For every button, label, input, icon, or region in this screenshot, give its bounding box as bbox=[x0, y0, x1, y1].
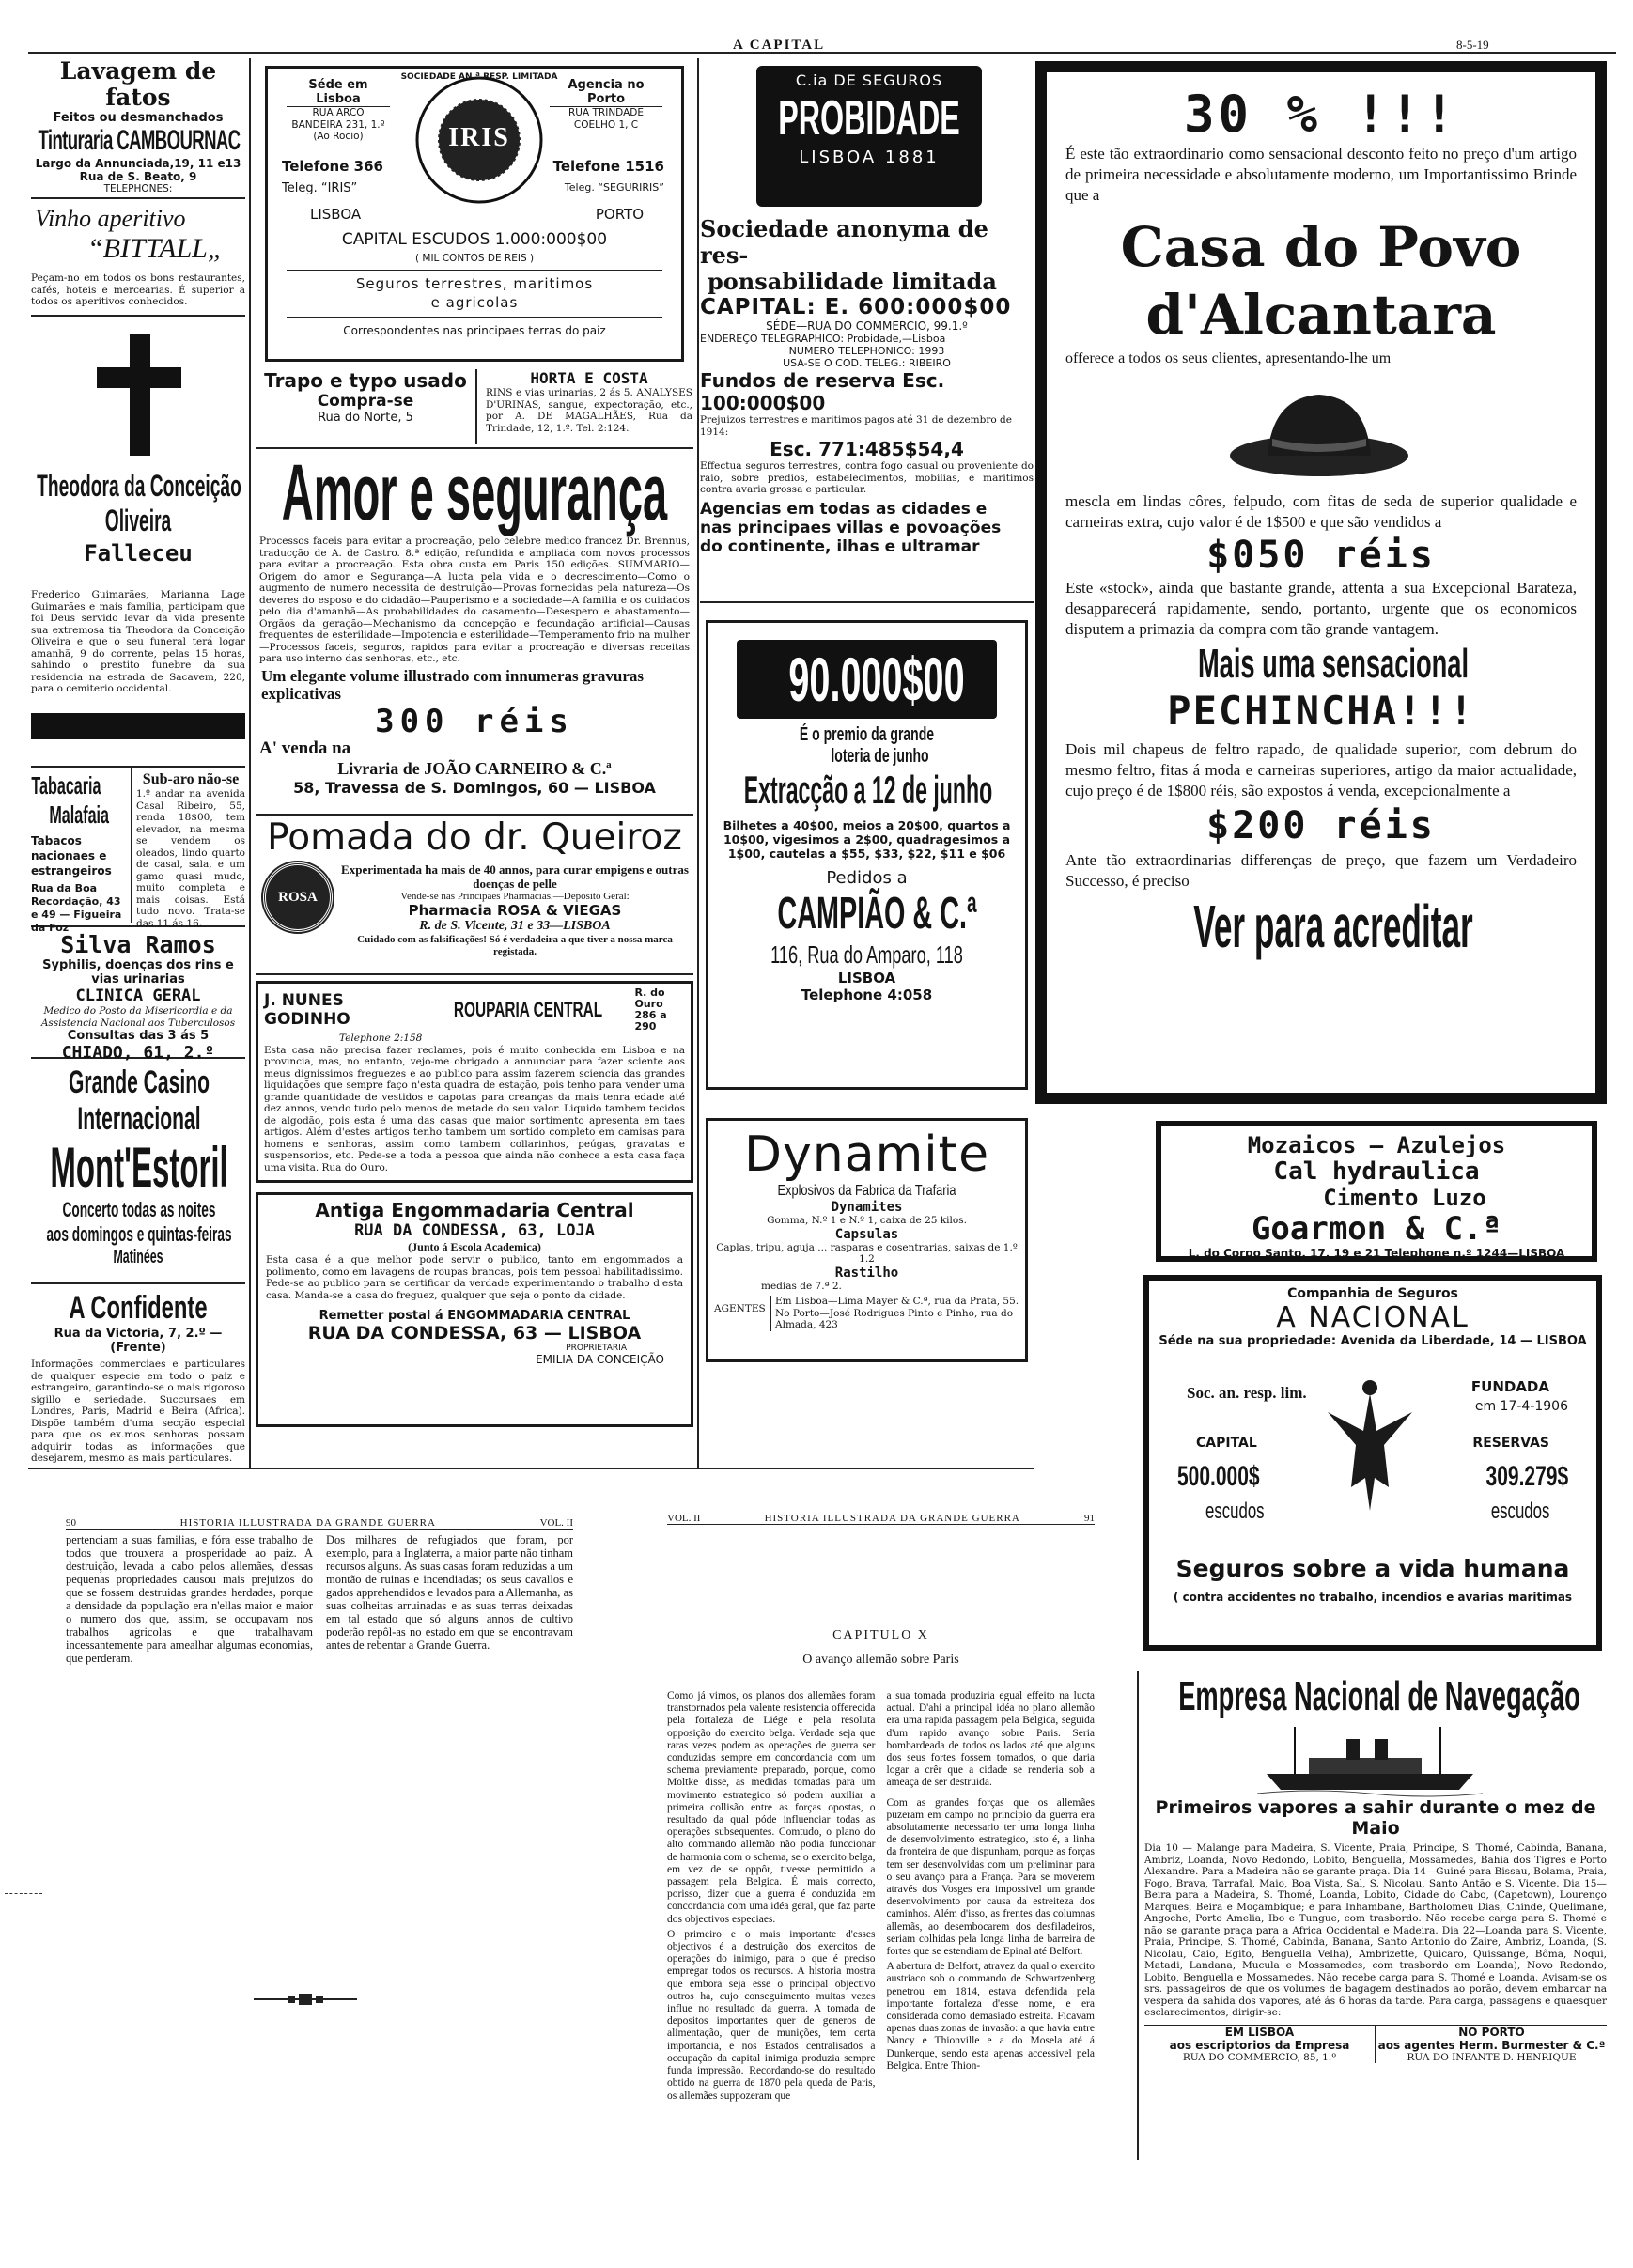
ad-vinho bbox=[31, 199, 245, 317]
ad-agent: No Porto—José Rodrigues Pinto e Pinho, rua do Almada, 423 bbox=[775, 1307, 1014, 1330]
ad-line: Concerto todas as noites bbox=[62, 1198, 216, 1221]
probidade-fundos: Fundos de reserva Esc. 100:000$00 bbox=[700, 369, 945, 414]
rosa-logo-icon bbox=[263, 862, 333, 932]
probidade-capital: CAPITAL: E. 600:000$00 bbox=[700, 295, 1012, 319]
ship-icon bbox=[1144, 1722, 1607, 1797]
ad-title: Trapo e typo usado bbox=[264, 369, 467, 392]
page-number: 91 bbox=[1084, 1513, 1095, 1524]
running-title: HISTORIA ILLUSTRADA DA GRANDE GUERRA bbox=[179, 1517, 436, 1529]
ad-address: 116, Rua do Amparo, 118 bbox=[770, 940, 963, 969]
ad-line: É o premio da grande bbox=[799, 724, 935, 745]
iris-correspondentes: Correspondentes nas principaes terras do paiz bbox=[343, 324, 606, 337]
iris-city-2: PORTO bbox=[595, 206, 644, 223]
ad-dynamite bbox=[706, 1118, 1028, 1362]
ad-address: CHIADO, 61, 2.º bbox=[61, 1043, 215, 1063]
ad-text: mescla em lindas côres, felpudo, com fitas de seda de superior qualidade e carneiras extra, cujo valor é de 1$500 e que são vendidos a bbox=[1065, 492, 1577, 531]
iris-city-1: LISBOA bbox=[310, 206, 362, 223]
ad-line: Pedidos a bbox=[826, 868, 908, 888]
ad-line: Companhia de Seguros bbox=[1287, 1286, 1458, 1301]
ad-line: aos escriptorios da Empresa bbox=[1169, 2038, 1350, 2052]
ad-text: Informações commerciaes e particulares de qualquer especie em todo o paiz e estrangeiro, garantindo-se o mais rigoroso sigillo e seriedade. Succursaes em Londres, Paris, Madrid e Beira (Africa). Dispõe também d'uma secção especial para que os ex.mos senhoras possam adquirir todas as informações que desejarem, mesmo as mais particulares. bbox=[31, 1359, 245, 1464]
ad-line: Experimentada ha mais de 40 annos, para curar empigens e outras doenças de pelle bbox=[341, 862, 689, 891]
iris-tel-2: Telefone 1516 bbox=[552, 158, 664, 175]
ad-line: Vende-se nas Principaes Pharmacias.—Deposito Geral: bbox=[400, 891, 630, 902]
ad-title: Pomada do dr. Queiroz bbox=[267, 816, 682, 859]
ad-line: FUNDADA bbox=[1470, 1378, 1549, 1395]
obituary-name-2: Oliveira bbox=[104, 504, 172, 537]
ad-title: A Confidente bbox=[69, 1290, 208, 1326]
ad-agent: Em Lisboa—Lima Mayer & C.ª, rua da Prata, 55. bbox=[775, 1296, 1019, 1307]
ad-brand: “BITTALL„ bbox=[87, 233, 224, 264]
obituary-falleceu: Falleceu bbox=[84, 540, 193, 567]
black-band bbox=[31, 713, 245, 739]
iris-seguros-2: e agricolas bbox=[430, 294, 519, 311]
ad-text: Dois mil chapeus de feltro rapado, de qualidade superior, com debrum do mesmo feltro, fitas á moda e carneiras superiores, artigo da maior actualidade, cujo preço é de 1$800 réis, são expostos á venda, excepcionalmente a bbox=[1065, 740, 1577, 800]
rosa-logo-text: ROSA bbox=[278, 890, 318, 905]
ad-line: Dynamites bbox=[831, 1200, 903, 1215]
alc-ver: Ver para acreditar bbox=[1193, 893, 1473, 960]
ad-loteria bbox=[706, 620, 1028, 1090]
nacional-capital: 500.000$ bbox=[1177, 1461, 1260, 1492]
probidade-esc: Esc. 771:485$54,4 bbox=[770, 438, 964, 460]
issue-date: 8-5-19 bbox=[1456, 38, 1489, 52]
ad-amor bbox=[256, 449, 693, 816]
ad-address-2: RUA DA CONDESSA, 63 — LISBOA bbox=[307, 1323, 642, 1344]
ad-confidente bbox=[31, 1284, 245, 1464]
ad-title: HORTA E COSTA bbox=[530, 369, 648, 387]
ad-line: ( contra accidentes no trabalho, incendios e avarias maritimas bbox=[1173, 1591, 1573, 1604]
ad-title: Lavagem de fatos bbox=[59, 57, 217, 111]
volume-label: VOL. II bbox=[667, 1513, 701, 1524]
iris-capital: CAPITAL ESCUDOS 1.000:000$00 bbox=[341, 230, 608, 249]
ad-text: 1.º andar na avenida Casal Ribeiro, 55, renda 18$00, tem elevador, na mesma se vendem os oleados, lindo quarto de casal, sala, e um gamo quasi mudo, muito completa e mais coisas. Está tudo novo. Trata-se das 11 ás 16. bbox=[136, 788, 245, 929]
ad-text: Esta casa é a que melhor pode servir o publico, tanto em engommados a polimento, como em lavagens de roupas brancas, pois tem pessoal habilitadissimo. Pede-se ao publico para se certificar da verdade experimentando o trabalho d'esta casa. Manda-se a casa do freguez, qualquer que seja o ponto da cidade. bbox=[266, 1254, 683, 1301]
text-column: a sua tomada produziria egual effeito na lucta actual. D'ahi a principal idéa no plano allemão era uma rapida passagem pela Belgica, seguida d'um rapido avanço sobre Paris. Seria bombardeada de todos os lados até que alguns dos seus fortes fossem tomados, o que daria logar a crêr que a cidade se renderia sob a ameaça de ser destruida. bbox=[886, 1690, 1095, 1789]
ad-nacional bbox=[1143, 1275, 1602, 1651]
ad-items: Tabacos nacionaes e estrangeiros bbox=[31, 834, 112, 878]
iris-sede-address: RUA ARCO BANDEIRA 231, 1.º (Ao Rocio) bbox=[291, 107, 385, 142]
ad-line: RUA DO INFANTE D. HENRIQUE bbox=[1407, 2051, 1577, 2063]
ad-telephone: Telephone 4:058 bbox=[801, 986, 933, 1003]
text-column: Com as grandes forças que os allemães puzeram em campo no principio da guerra era absolutamente necessario ter uma longa linha de desenvolvimento estrategico, isto é, a linha da fronteira de que dispunham, porque as forças tem ser desenvolvidas com um preliminar para o seu avanço para a França. Para se moverem através dos Vosges era impossivel um grande desenvolvimento por causa da estreiteza dos caminhos. Além d'isso, as frentes das columnas allemãs, ao desembocarem dos desfiladeiros, seriam colhidas pela longa linha de barreira de fortes que se estendiam de Epinal até Belfort. bbox=[886, 1796, 1095, 1958]
lottery-amount-box bbox=[737, 640, 997, 719]
ad-address: Largo da Annunciada,19, 11 e13 bbox=[35, 157, 241, 170]
ad-title: Antiga Engommadaria Central bbox=[315, 1199, 634, 1221]
ad-engommadaria bbox=[256, 1192, 693, 1427]
ad-title: Silva Ramos bbox=[60, 931, 216, 958]
ad-mozaicos bbox=[1156, 1121, 1597, 1262]
ad-line: Séde na sua propriedade: Avenida da Liberdade, 14 — LISBOA bbox=[1159, 1334, 1587, 1348]
column-3 bbox=[700, 58, 1034, 1362]
ad-line: offerece a todos os seus clientes, apresentando-lhe um bbox=[1065, 350, 1392, 366]
obituary bbox=[31, 317, 245, 768]
ad-line: Rastilho bbox=[834, 1265, 899, 1281]
alc-name-2: d'Alcantara bbox=[1145, 283, 1497, 347]
iris-tel-1: Telefone 366 bbox=[282, 158, 383, 175]
ad-pomada bbox=[256, 816, 693, 975]
alc-price-1: $050 réis bbox=[1206, 534, 1436, 577]
iris-seguros: Seguros terrestres, maritimos bbox=[355, 275, 594, 292]
ad-title-2: Malafaia bbox=[49, 800, 109, 829]
obituary-text: Frederico Guimarães, Marianna Lage Guimarães e mais familia, participam que foi Deus servido levar da vida presente sua extremosa tia Theodora da Conceição Oliveira e que o seu funeral terá logar amanhã, 9 do corrente, pelas 15 horas, sahindo o prestito funebre da sua residencia na estrada de Sacavem, 220, para o cemiterio occidental. bbox=[31, 589, 245, 694]
ornament-icon bbox=[254, 1992, 357, 2005]
ad-line: ponsabilidade limitada bbox=[708, 268, 997, 295]
ad-line: CAPITAL bbox=[1196, 1436, 1257, 1451]
ad-prop: PROPRIETARIA bbox=[566, 1344, 627, 1353]
ad-line: Consultas das 3 ás 5 bbox=[67, 1029, 210, 1043]
text-column: O primeiro e o mais importante d'esses objectivos é a destruição dos exercitos de operações do inimigo, para o que é preciso empregar todos os recursos. A historia mostra que embora seja esse o principal objectivo outros ha, cujo conseguimento muitas vezes influe no resultado da guerra. A tomada de depositos importantes quer de generos de alimentação, quer de munições, tem certa importancia, e nos Estados centralisados a occupação da capital inimiga produzia sempre funda impressão. Recordando-se do resultado obtido na guerra de 1870 pela queda de Paris, os allemães suppozeram que bbox=[667, 1928, 876, 2102]
ad-title: Dynamite bbox=[743, 1126, 990, 1183]
ad-line: Syphilis, doenças dos rins e vias urinarias bbox=[42, 958, 234, 986]
text-column: A abertura de Belfort, atravez da qual o exercito austriaco sob o commando de Schwartzenberg penetrou em 1814, estava defendida pela importante fortaleza d'esse nome, e era considerada como demasiado estreita. Ficavam apenas duas zonas de invasão: a que havia entre Nancy e Thionville e a do Mosela até á Dunkerque, sendo esta apenas accessivel pela Belgica. Entre Thion- bbox=[886, 1961, 1095, 2072]
ad-line: escudos bbox=[1205, 1499, 1265, 1524]
probidade-banner bbox=[756, 66, 982, 207]
nacional-reservas: 309.279$ bbox=[1485, 1461, 1568, 1492]
ad-name: A NACIONAL bbox=[1276, 1301, 1470, 1334]
column-1 bbox=[31, 57, 245, 1464]
ad-line: Agencias em todas as cidades e bbox=[700, 499, 988, 519]
ad-volume: Um elegante volume illustrado com innumeras gravuras explicativas bbox=[261, 666, 645, 703]
ad-text: Bilhetes a 40$00, meios a 20$00, quartos a 10$00, vigesimos a 2$00, quadragesimos a 1$00, cautelas a $55, $33, $22, $11 e $06 bbox=[723, 818, 1011, 861]
ad-line: Cuidado com as falsificações! Só é verdadeira a que tiver a nossa marca registada. bbox=[357, 934, 673, 957]
ad-line: Capsulas bbox=[834, 1226, 899, 1242]
ad-address: Rua do Norte, 5 bbox=[318, 411, 413, 425]
ad-name: J. NUNES GODINHO bbox=[264, 991, 350, 1029]
ad-godinho bbox=[256, 981, 693, 1183]
ad-subtitle: Sub-aro não-se bbox=[142, 771, 240, 787]
ad-line: Seguros sobre a vida humana bbox=[1175, 1555, 1570, 1582]
page-number: 90 bbox=[66, 1517, 76, 1529]
ad-line: RESERVAS bbox=[1472, 1436, 1549, 1451]
ad-name: Goarmon & C.ª bbox=[1251, 1210, 1502, 1248]
ad-title: Vinho aperitivo bbox=[35, 205, 186, 232]
ad-casino bbox=[31, 1059, 245, 1284]
ad-line: aos agentes Herm. Burmester & C.ª bbox=[1377, 2038, 1606, 2052]
ad-address-2: Rua de S. Beato, 9 bbox=[79, 170, 197, 183]
ad-owner: EMILIA DA CONCEIÇÃO bbox=[536, 1353, 664, 1366]
ad-text: É este tão extraordinario como sensacional desconto feito no preço d'um artigo de primeira necessidade e absolutamente moderno, um Importantissimo Brinde que a bbox=[1065, 145, 1577, 204]
ad-text: Esta casa não precisa fazer reclames, pois é muito conhecida em Lisboa e na provincia, mas, no entanto, vejo-me obrigado a annunciar para fazer sciente aos meus dignissimos freguezes e ao publico para assim fazerem sciencia das grandes liquidações que sempre faço n'esta quadra de estação, pois tenho para vender uma grande quantidade de vestidos e capotas para creanças da mais tenra edade até dez annos, vendo tudo pelo menos de metade do seu valor. Liquido tambem tecidos de algodão, pois esta é uma das casas que maior sortimento apresenta em taes artigos. Além d'estes artigos tenho tambem um sortido completo em camisas para homens e senhoras, assim como tambem collarinhos, peúgas, gravatas e suspensorios, etc. Pede-se a toda a pessoa que ainda não conhece a esta casa faça uma visita. Rua do Ouro. bbox=[264, 1044, 685, 1173]
text-column: Como já vimos, os planos dos allemães foram transtornados pela valente resistencia offerecida pela fortaleza de Liége e pela resoluta opposição do exercito belga. Verdade seja que raras vezes podem as operações de guerra ser conduzidas sempre em concordancia com um schema previamente preparado, porque, como Moltke disse, as medidas tomadas para um movimento estrategico só podem auxiliar a primeira collisão entre as forças opostas, o resultado da qual póde influenciar todas as operações subsequentes. Comtudo, o plano do alto commando allemão não podia funccionar de harmonia com o schema, se o exercito belga, em vez de se oppôr, tivesse permittido a passagem pela Belgica. É mais correcto, porisso, dizer que a guerra é conduzida em concordancia com uma idéa geral, que faz parte dos objectivos especiaes. bbox=[667, 1690, 876, 1925]
probidade-city: LISBOA 1881 bbox=[799, 148, 940, 167]
ad-line: RUA DO COMMERCIO, 85, 1.º bbox=[1182, 2051, 1337, 2063]
ad-livraria: Livraria de JOÃO CARNEIRO & C.ª bbox=[337, 758, 612, 778]
iris-sede: Séde em Lisboa bbox=[287, 78, 390, 107]
iris-ring: SOCIEDADE AN.ª RESP. LIMITADA bbox=[400, 72, 558, 82]
obituary-name: Theodora da Conceição bbox=[37, 469, 241, 503]
ad-text: Dia 10 — Malange para Madeira, S. Vicente, Praia, Principe, S. Thomé, Cabinda, Banana, Ambriz, Loanda, Novo Redondo, Lobito, Benguella, Mossamedes, Bahia dos Tigres e Porto Alexandre. Para a Madeira não se garante praça. Dia 14—Guiné para Bissau, Bolama, Praia, Fogo, Brava, Tarrafal, Maio, Boa Vista, Sal, S. Nicolau, Santo Antão e S. Vicente. Dia 15—Beira para a Madeira, S. Thomé, Loanda, Lobito, Cidade do Cabo, (Capetown), Lourenço Marques, Beira e Moçambique; e para Inhambane, Bartholomeu Dias, Chinde, Quelimane, Angoche, Porto Amelia, Ibo e Tungue, com trasbordo. Não recebe carga para S. Thomé e não se garante praça para a Africa Occidental e Madeira. Dia 22—Loanda para S. Vicente, Praia, Principe, S. Thomé, Cabinda, Banana, Santo Antonio do Zaire, Ambriz, Loanda, (S. Nicolau, Caio, Egito, Benguella Velha), Ambrizette, Quicaro, Quissange, Bôma, Noqui, Matadi, Landana, Mucula e Mossamedes, com trasbordo em Loanda), Novo Redondo, Lobito, Benguella e Mossamedes. Não recebe carga para S. Thomé e Loanda. Avisam-se os srs. passageiros de que os volumes de bagagem destinados ao porão, devem embarcar na vespera da sahida dos vapores, até ás 6 horas da tarde. Para carga, passagens e quaesquer esclarecimentos, dirigir-se: bbox=[1144, 1842, 1608, 2018]
chapter-number: CAPITULO X bbox=[832, 1628, 929, 1642]
ad-subtitle: Feitos ou desmanchados bbox=[53, 111, 224, 125]
ad-line: Gomma, N.º 1 e N.º 1, caixa de 25 kilos. bbox=[767, 1215, 967, 1226]
lottery-agent: CAMPIÃO & C.ª bbox=[777, 889, 977, 939]
text-column: pertenciam a suas familias, e fóra esse trabalho de todos que trouxera a prosperidade ao paiz. A destruição, levada a cabo pelos allemães, d'essas pequenas propriedades causou mais prejuizos do que se fossem destruidas grandes herdades, porque a densidade da população era n'ellas maior e maior o numero dos que, assim, se occupavam nos trabalhos agricolas e que trabalhavam incessantemente para amealhar algumas economias, que perderam. bbox=[66, 1533, 313, 1665]
ad-line: NUMERO TELEPHONICO: 1993 bbox=[788, 345, 945, 357]
ad-text: Este «stock», ainda que bastante grande, attenta a sua Excepcional Barateza, desapparecerá rapidamente, sendo, portanto, urgente que os economicos disputem a primazia da compra com tão grande vantagem. bbox=[1065, 579, 1577, 638]
ad-silva-ramos bbox=[31, 927, 245, 1063]
ad-title: Grande Casino bbox=[69, 1064, 210, 1100]
ad-telephones: TELEPHONES: bbox=[103, 183, 173, 194]
ad-line: Compra-se bbox=[317, 392, 414, 411]
ad-probidade bbox=[700, 58, 1034, 603]
historia-left-page bbox=[66, 1517, 573, 1665]
ad-telephone: Telephone 2:158 bbox=[339, 1033, 423, 1044]
probidade-cia: C.ia DE SEGUROS bbox=[795, 71, 943, 89]
ad-address: 58, Travessa de S. Domingos, 60 — LISBOA bbox=[293, 778, 656, 797]
angel-statue-icon bbox=[1309, 1375, 1431, 1515]
ad-address: Rua da Victoria, 7, 2.º — (Frente) bbox=[54, 1327, 223, 1355]
ad-title: Amor e segurança bbox=[281, 448, 668, 536]
ad-text: Ante tão extraordinarias differenças de preço, que fazem um Verdadeiro Successo, é preciso bbox=[1065, 851, 1577, 890]
ad-line: aos domingos e quintas-feiras bbox=[46, 1222, 232, 1246]
cross-icon bbox=[97, 334, 181, 456]
ad-title: Empresa Nacional de Navegação bbox=[1178, 1673, 1580, 1719]
column-4 bbox=[1035, 61, 1607, 2160]
ad-navegacao bbox=[1137, 1671, 1607, 2160]
iris-teleg-2: Teleg. “SEGURIRIS” bbox=[564, 181, 664, 194]
text-column: Dos milhares de refugiados que foram, por exemplo, para a Inglaterra, a maior parte não tinham recursos alguns. As suas casas foram reduzidas a um montão de ruinas e incendiadas; os seus cavallos e gados apprehendidos e levados para a Allemanha, as suas colheitas arruinadas e as suas terras deixadas em tal estado que só alguns annos de cultivo poderão repôl-as no estado em que se encontravam antes de rebentar a Grande Guerra. bbox=[326, 1533, 573, 1652]
ad-line: Cimento Luzo bbox=[1323, 1185, 1486, 1211]
iris-seal-text: IRIS bbox=[448, 123, 510, 152]
ad-line: Remetter postal á ENGOMMADARIA CENTRAL bbox=[319, 1309, 630, 1323]
alc-pechincha: PECHINCHA!!! bbox=[1167, 688, 1475, 734]
ad-iris bbox=[265, 66, 684, 362]
margin-mark bbox=[5, 1893, 42, 1894]
lottery-extraction: Extracção a 12 de junho bbox=[743, 768, 993, 812]
ad-lavagem bbox=[31, 58, 245, 199]
ad-address: R. do Ouro 286 a 290 bbox=[634, 986, 667, 1033]
ad-address: L. do Corpo Santo, 17, 19 e 21 Telephone n.º 1244—LISBOA bbox=[1188, 1247, 1565, 1260]
ad-line: Pharmacia ROSA & VIEGAS bbox=[408, 902, 622, 919]
chapter-title: O avanço allemão sobre Paris bbox=[802, 1653, 959, 1667]
iris-teleg-1: Teleg. “IRIS” bbox=[282, 181, 358, 195]
alc-mais: Mais uma sensacional bbox=[1197, 641, 1470, 687]
ad-agents-label: AGENTES bbox=[714, 1303, 766, 1314]
ad-city: LISBOA bbox=[837, 970, 896, 986]
ad-subtitle: Primeiros vapores a sahir durante o mez de Maio bbox=[1155, 1797, 1596, 1839]
ad-line: Sociedade anonyma de res- bbox=[700, 215, 988, 269]
lottery-amount: 90.000$00 bbox=[788, 645, 965, 714]
ad-line: SÉDE—RUA DO COMMERCIO, 99.1.º bbox=[766, 319, 968, 333]
ad-price: 300 réis bbox=[375, 702, 574, 740]
ad-line: escudos bbox=[1490, 1499, 1549, 1524]
ad-trapo bbox=[256, 369, 477, 444]
ad-title: Tabacaria bbox=[31, 771, 101, 800]
ad-alcantara bbox=[1035, 61, 1607, 1104]
ad-shop-name: Tinturaria CAMBOURNAC bbox=[38, 125, 241, 156]
ad-line: Prejuizos terrestres e maritimos pagos até 31 de dezembro de 1914: bbox=[700, 414, 1012, 438]
iris-agencia: Agencia no Porto bbox=[550, 78, 662, 107]
newspaper-name: A CAPITAL bbox=[733, 38, 826, 53]
ad-line: medias de 7.ª 2. bbox=[761, 1280, 842, 1292]
volume-label: VOL. II bbox=[539, 1517, 573, 1529]
ad-line: NO PORTO bbox=[1458, 2025, 1525, 2039]
ad-subtitle: Explosivos da Fabrica da Trafaria bbox=[777, 1183, 956, 1199]
ad-tabacaria bbox=[31, 768, 245, 934]
ad-subtitle: (Junto á Escola Academica) bbox=[408, 1240, 541, 1253]
alc-percent: 30 % !!! bbox=[1183, 85, 1459, 144]
ad-text: Peçam-no em todos os bons restaurantes, cafés, hoteis e mercearias. É superior a todos os aperitivos conhecidos. bbox=[31, 272, 245, 307]
ad-line: em 17-4-1906 bbox=[1474, 1399, 1568, 1414]
historia-right-page bbox=[667, 1513, 1095, 2103]
ad-text: RINS e vias urinarias, 2 ás 5. ANALYSES D'URINAS, sangue, expectoração, etc., por A. DE MAGALHÃES, Rua da Trindade, 12, 1.º. Tel. 2:124. bbox=[486, 387, 692, 434]
running-title: HISTORIA ILLUSTRADA DA GRANDE GUERRA bbox=[764, 1513, 1020, 1524]
ad-line: USA-SE O COD. TELEG.: RIBEIRO bbox=[783, 357, 951, 369]
ad-line: Matinées bbox=[113, 1247, 163, 1267]
alc-price-2: $200 réis bbox=[1206, 804, 1436, 847]
ad-line: Medico do Posto da Misericordia e da Assistencia Nacional aos Tuberculosos bbox=[40, 1005, 236, 1029]
ad-line: loteria de junho bbox=[831, 746, 929, 767]
ad-venue: Mont'Estoril bbox=[50, 1136, 228, 1199]
ad-line: Cal hydraulica bbox=[1273, 1157, 1480, 1186]
alc-name: Casa do Povo bbox=[1120, 215, 1522, 279]
ad-text: Effectua seguros terrestres, contra fogo casual ou proveniente do raio, sobre predios, estabelecimentos, mobilias, e maritimos contra avaria grossa e particular. bbox=[700, 460, 1034, 495]
ad-line: Soc. an. resp. lim. bbox=[1187, 1384, 1307, 1402]
ad-text: Processos faceis para evitar a procreação, pelo celebre medico francez Dr. Brennus, traducção de A. de Castro. 8.ª edição, refundida e ampliada com novos processos para evitar a procreação. Esta obra custa em Paris 150 edições. SUMMARIO—Origem do amor e Segurança—A lucta pela vida e o decrescimento—Como o augmento de numero necessita de destruição—Provas fornecidas pela natureza—Os deveres do esposo e do cidadão—Pauperismo e a sociedade—A familia e os cuidados pelo dia d'amanhã—As probabilidades do casamento—Desespero e abastamento—Orgãos da geração—Mechanismo da concepção e fecundação artificial—Causas frequentes de esterilidade—Impotencia e esterilidade—Temperamento frio na mulher—Processos faceis, seguros, rapidos para evitar a procreação e diversas receitas para uso interno das senhoras, etc., etc. bbox=[259, 536, 690, 664]
probidade-title: PROBIDADE bbox=[778, 91, 960, 146]
ad-address: R. de S. Vicente, 31 e 33—LISBOA bbox=[419, 919, 611, 933]
ad-line: Caplas, tripu, aguja ... rasparas e cosentrarias, saixas de 1.º 1.2 bbox=[716, 1241, 1018, 1265]
column-2 bbox=[256, 58, 693, 1427]
ad-title-2: Internacional bbox=[77, 1101, 201, 1137]
iris-seal-icon bbox=[400, 72, 558, 206]
ad-address: Rua da Boa Recordação, 43 e 49 — Figueira da Foz bbox=[31, 882, 122, 934]
ad-line: do continente, ilhas e ultramar bbox=[700, 536, 980, 556]
ad-line: CLINICA GERAL bbox=[75, 986, 201, 1005]
iris-agencia-address: RUA TRINDADE COELHO 1, C bbox=[568, 107, 644, 131]
ad-venda: A' venda na bbox=[259, 738, 351, 758]
ad-shop: ROUPARIA CENTRAL bbox=[454, 998, 603, 1021]
ad-line: Mozaicos — Azulejos bbox=[1247, 1132, 1506, 1158]
ad-horta bbox=[486, 369, 692, 434]
hat-icon bbox=[1065, 369, 1577, 491]
iris-capital-sub: ( MIL CONTOS DE REIS ) bbox=[414, 253, 535, 264]
ad-line: ENDEREÇO TELEGRAPHICO: Probidade,—Lisboa bbox=[700, 333, 946, 345]
ad-line: nas principaes villas e povoações bbox=[700, 518, 1002, 537]
ad-line: EM LISBOA bbox=[1224, 2025, 1295, 2039]
ad-address: RUA DA CONDESSA, 63, LOJA bbox=[354, 1221, 595, 1240]
